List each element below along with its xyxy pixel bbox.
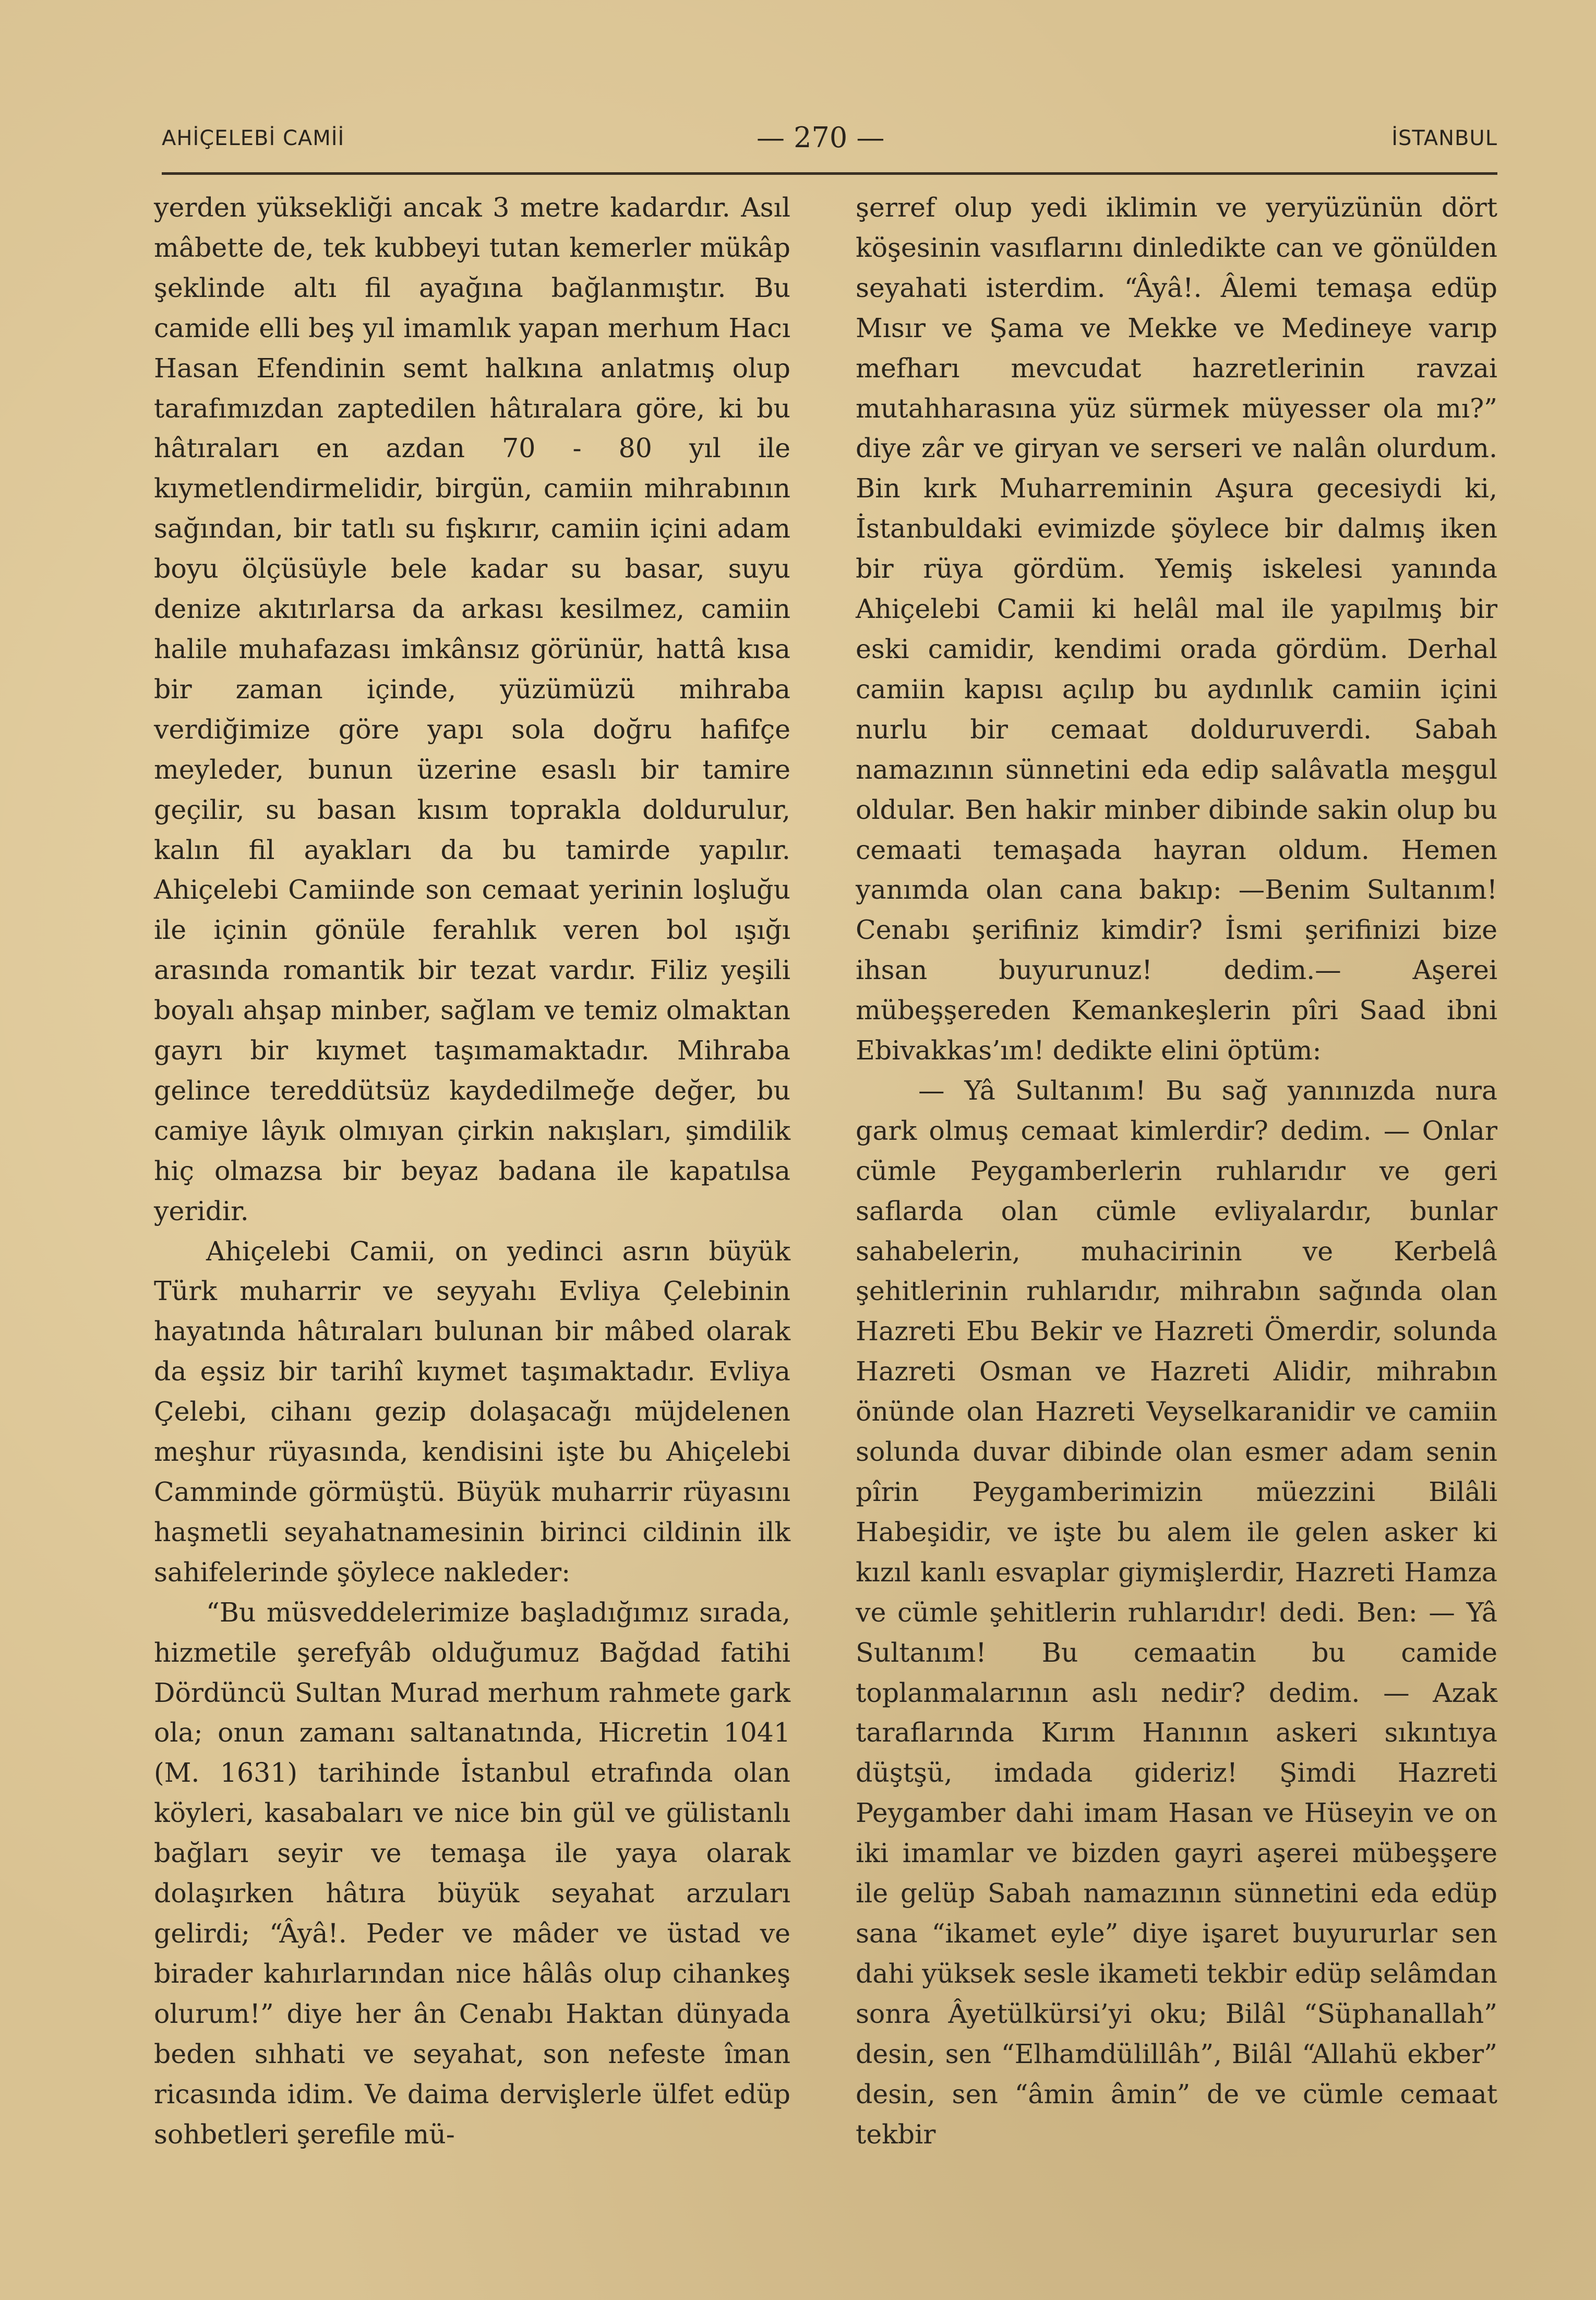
left-paragraph-2: Ahiçelebi Camii, on yedinci asrın büyük Türk muharrir ve seyyahı Evliya Çelebinin hayatında hâtıraları bulunan bir mâbed olarak da eşsiz bir tarihî kıymet taşımaktadır. Evliya Çelebi, cihanı gezip dolaşacağı müjdelenen meşhur rüyasında, kendisini işte bu Ahiçelebi Camminde görmüştü. Büyük muharrir rüyasını haşmetli seyahatnamesinin birinci cildinin ilk sahifelerinde şöylece nakleder: xyxy=(154,1235,790,1588)
right-column xyxy=(856,188,1497,2154)
left-column xyxy=(154,188,790,2154)
left-paragraph-1: yerden yüksekliği ancak 3 metre kadardır. Asıl mâbette de, tek kubbeyi tutan kemerler mükâp şeklinde altı fil ayağına bağlanmıştır. Bu camide elli beş yıl imamlık yapan merhum Hacı Hasan Efendinin semt halkına anlatmış olup tarafımızdan zaptedilen hâtıralara göre, ki bu hâtıraları en azdan 70 - 80 yıl ile kıymetlendirmelidir, birgün, camiin mihrabının sağından, bir tatlı su fışkırır, camiin içini adam boyu ölçüsüyle bele kadar su basar, suyu denize akıtırlarsa da arkası kesilmez, camiin halile muhafazası imkânsız görünür, hattâ kısa bir zaman içinde, yüzümüzü mihraba verdiğimize göre yapı sola doğru hafifçe meyleder, bunun üzerine esaslı bir tamire geçilir, su basan kısım toprakla doldurulur, kalın fil ayakları da bu tamirde yapılır. Ahiçelebi Camiinde son cemaat yerinin loşluğu ile içinin gönüle ferahlık veren bol ışığı arasında romantik bir tezat vardır. Filiz yeşili boyalı ahşap minber, sağlam ve temiz olmaktan gayrı bir kıymet taşımamaktadır. Mihraba gelince tereddütsüz kaydedilmeğe değer, bu camiye lâyık olmıyan çirkin nakışları, şimdilik hiç olmazsa bir beyaz badana ile kapatılsa yeridir. xyxy=(154,192,790,1226)
page-number: — 270 — xyxy=(757,121,885,154)
header-left-title: AHİÇELEBİ CAMİİ xyxy=(162,126,345,150)
right-paragraph-2: — Yâ Sultanım! Bu sağ yanınızda nura gark olmuş cemaat kimlerdir? dedim. — Onlar cümle Peygamberlerin ruhlarıdır ve geri saflarda olan cümle evliyalardır, bunlar sahabelerin, muhacirinin ve Kerbelâ şehitlerinin ruhlarıdır, mihrabın sağında olan Hazreti Ebu Bekir ve Hazreti Ömerdir, solunda Hazreti Osman ve Hazreti Alidir, mihrabın önünde olan Hazreti Veyselkaranidir ve camiin solunda duvar dibinde olan esmer adam senin pîrin Peygamberimizin müezzini Bilâli Habeşidir, ve işte bu alem ile gelen asker ki kızıl kanlı esvaplar giymişlerdir, Hazreti Hamza ve cümle şehitlerin ruhlarıdır! dedi. Ben: — Yâ Sultanım! Bu cemaatin bu camide toplanmalarının aslı nedir? dedim. — Azak taraflarında Kırım Hanının askeri sıkıntıya düştşü, imdada gideriz! Şimdi Hazreti Peygamber dahi imam Hasan ve Hüseyin ve on iki imamlar ve bizden gayri aşerei mübeşşere ile gelüp Sabah namazının sünnetini eda edüp sana “ikamet eyle” diye işaret buyururlar sen dahi yüksek sesle ikameti tekbir edüp selâmdan sonra Âyetülkürsi’yi oku; Bilâl “Süphanallah” desin, sen “Elhamdülillâh”, Bilâl “Allahü ekber” desin, sen “âmin âmin” de ve cümle cemaat tekbir xyxy=(856,1075,1497,2150)
left-paragraph-3: “Bu müsveddelerimize başladığımız sırada, hizmetile şerefyâb olduğumuz Bağdad fatihi Dördüncü Sultan Murad merhum rahmete gark ola; onun zamanı saltanatında, Hicretin 1041 (M. 1631) tarihinde İstanbul etrafında olan köyleri, kasabaları ve nice bin gül ve gülistanlı bağları seyir ve temaşa ile yaya olarak dolaşırken hâtıra büyük seyahat arzuları gelirdi; “Âyâ!. Peder ve mâder ve üstad ve birader kahırlarından nice hâlâs olup cihankeş olurum!” diye her ân Cenabı Haktan dünyada beden sıhhati ve seyahat, son nefeste îman ricasında idim. Ve daima dervişlerle ülfet edüp sohbetleri şerefile mü- xyxy=(154,1596,790,2150)
header-right-title: İSTANBUL xyxy=(1391,126,1497,150)
header-rule xyxy=(162,172,1497,175)
right-paragraph-1: şerref olup yedi iklimin ve yeryüzünün dört köşesinin vasıflarını dinledikte can ve gönülden seyahati isterdim. “Âyâ!. Âlemi temaşa edüp Mısır ve Şama ve Mekke ve Medineye varıp mefharı mevcudat hazretlerinin ravzai mutahharasına yüz sürmek müyesser ola mı?” diye zâr ve giryan ve serseri ve nalân olurdum. Bin kırk Muharreminin Aşura gecesiydi ki, İstanbuldaki evimizde şöylece bir dalmış iken bir rüya gördüm. Yemiş iskelesi yanında Ahiçelebi Camii ki helâl mal ile yapılmış bir eski camidir, kendimi orada gördüm. Derhal camiin kapısı açılıp bu aydınlık camiin içini nurlu bir cemaat dolduruverdi. Sabah namazının sünnetini eda edip salâvatla meşgul oldular. Ben hakir minber dibinde sakin olup bu cemaati temaşada hayran oldum. Hemen yanımda olan cana bakıp: —Benim Sultanım! Cenabı şerifiniz kimdir? İsmi şerifinizi bize ihsan buyurunuz! dedim.— Aşerei mübeşşereden Kemankeşlerin pîri Saad ibni Ebivakkas’ım! dedikte elini öptüm: xyxy=(856,192,1497,1066)
running-head xyxy=(162,121,1497,158)
